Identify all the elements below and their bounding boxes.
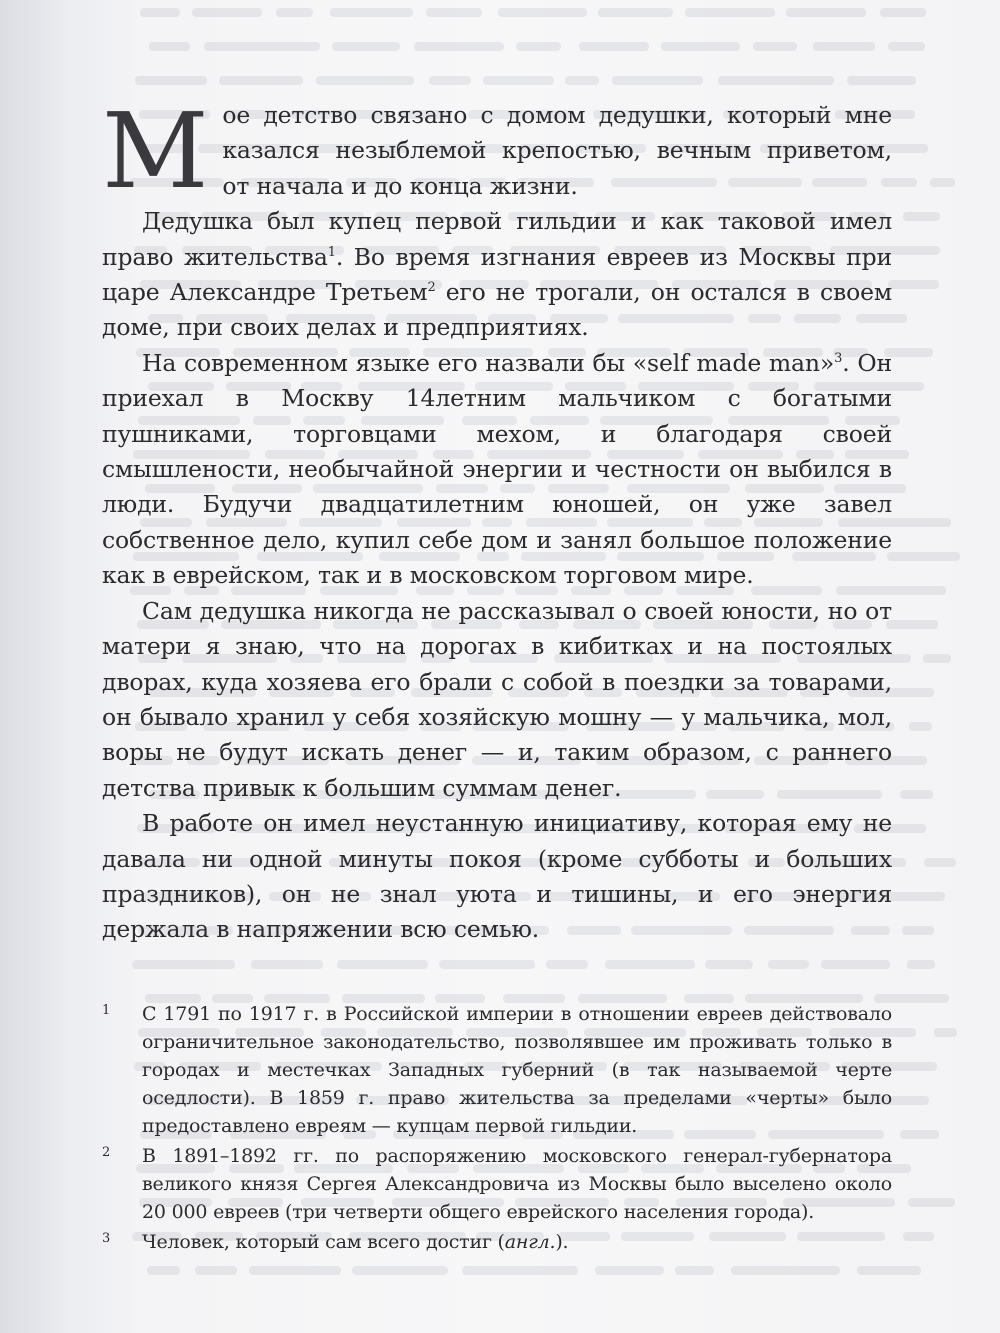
footnote-ref-1[interactable]: 1 — [327, 244, 336, 260]
footnote-2-text: В 1891–1892 гг. по распоряжению московского генерал-губернатора великого князя Сергея Александровича из Москвы было выселено около 20 000 евреев (три четверти общего еврейского населения города). — [142, 1145, 892, 1223]
bleed-through-word — [888, 280, 939, 289]
bleed-through-word — [813, 42, 875, 51]
bleed-through-word — [753, 42, 797, 51]
bleed-through-word — [900, 790, 933, 799]
bleed-through-word — [251, 960, 323, 969]
paragraph-4: Сам дедушка никогда не рассказывал о своей юности, но от матери я знаю, что на дорогах в кибитках и на постоялых дворах, куда хозяева его брали с собой в поездки за товарами, он бывало хранил у себя хозяйскую мошну — у мальчика, мол, воры не будут искать денег — и, таким образом, с раннего детства привык к большим суммам денег. — [102, 596, 892, 802]
bleed-through-word — [887, 552, 960, 561]
main-text — [102, 90, 893, 948]
bleed-through-word — [149, 42, 190, 51]
paragraph-1 — [102, 90, 892, 212]
footnote-number-1: 1 — [102, 1003, 111, 1018]
footnote-3 — [102, 1228, 892, 1256]
bleed-through-word — [934, 1028, 957, 1037]
bleed-through-word — [909, 722, 932, 731]
bleed-through-word — [330, 8, 413, 17]
bleed-through-word — [565, 76, 599, 85]
footnote-2 — [102, 1142, 892, 1226]
footnote-ref-2[interactable]: 2 — [427, 280, 436, 296]
bleed-through-word — [498, 8, 587, 17]
bleed-through-word — [135, 76, 207, 85]
bleed-through-word — [132, 960, 235, 969]
bleed-through-word — [316, 76, 414, 85]
paragraph-3 — [102, 346, 892, 594]
footnote-3-text-b: ). — [555, 1231, 569, 1253]
bleed-through-word — [768, 960, 809, 969]
bleed-through-word — [880, 8, 926, 17]
bleed-through-word — [595, 1266, 664, 1275]
footnote-3-text-a: Человек, который сам всего достиг ( — [142, 1231, 505, 1253]
bleed-through-word — [612, 76, 703, 85]
footnote-ref-3[interactable]: 3 — [834, 350, 843, 366]
paragraph-3-text-a: На современном языке его назвали бы «self made man» — [142, 348, 835, 377]
bleed-through-word — [414, 42, 504, 51]
paragraph-5: В работе он имел неустанную инициативу, которая ему не давала ни одной минуты покоя (кроме субботы и больших праздников), он не знал уюта и тишины, и его энергия держала в напряжении всю семью. — [102, 809, 892, 944]
bleed-through-word — [675, 1266, 714, 1275]
bleed-through-word — [195, 1266, 237, 1275]
bleed-through-word — [731, 1266, 840, 1275]
bleed-through-word — [930, 178, 955, 187]
bleed-through-word — [462, 1266, 578, 1275]
bleed-through-word — [908, 1198, 955, 1207]
bleed-through-word — [483, 76, 554, 85]
bleed-through-word — [147, 1266, 180, 1275]
bleed-through-word — [923, 654, 951, 663]
bleed-through-word — [786, 8, 866, 17]
bleed-through-word — [900, 1130, 939, 1139]
bleed-through-word — [426, 8, 482, 17]
bleed-through-word — [439, 960, 535, 969]
bleed-through-word — [903, 212, 940, 221]
bleed-through-word — [192, 8, 262, 17]
bleed-through-word — [661, 42, 740, 51]
bleed-through-word — [903, 1232, 934, 1241]
paragraph-2-text-c: его не трогали, он остался в своем доме, при своих делах и предприятиях. — [102, 278, 893, 342]
footnotes — [102, 1000, 892, 1258]
bleed-through-word — [276, 8, 313, 17]
bleed-through-word — [337, 960, 428, 969]
paragraph-2-text-a: Дедушка был купец первой гильдии и как таковой имел право жительства — [102, 207, 892, 271]
bleed-through-word — [605, 960, 695, 969]
bleed-through-word — [821, 960, 890, 969]
footnote-1 — [102, 1000, 892, 1140]
bleed-through-word — [902, 926, 934, 935]
bleed-through-word — [219, 76, 303, 85]
bleed-through-word — [249, 1266, 341, 1275]
bleed-through-word — [888, 42, 925, 51]
footnote-number-3: 3 — [102, 1231, 111, 1246]
bleed-through-word — [140, 8, 180, 17]
bleed-through-word — [718, 76, 834, 85]
bleed-through-word — [516, 42, 561, 51]
bleed-through-word — [924, 858, 956, 867]
bleed-through-word — [352, 1266, 448, 1275]
drop-cap-letter: М — [102, 90, 209, 212]
bleed-through-word — [886, 620, 938, 629]
bleed-through-word — [579, 42, 649, 51]
paragraph-2-text-b: . Во время изгнания евреев из Москвы при царе Александре Третьем — [102, 242, 892, 307]
bleed-through-word — [847, 76, 916, 85]
bleed-through-word — [332, 42, 400, 51]
bleed-through-word — [204, 42, 320, 51]
footnote-1-text: С 1791 по 1917 г. в Российской империи в отношении евреев действовало ограничительное законодательство, позволявшее им проживать только в городах и местечках Западных губерний (в так называемой черте оседлости). В 1859 г. право жительства за пределами «черты» было предоставлено евреям — купцам первой гильдии. — [142, 1003, 892, 1137]
paragraph-2 — [102, 204, 892, 346]
bleed-through-word — [598, 8, 673, 17]
paragraph-1-text: ое детство связано с домом дедушки, который мне казался незыблемой крепостью, вечным приветом, от начала и до конца жизни. — [222, 101, 892, 200]
paragraph-3-text-b: . Он приехал в Москву 14летним мальчиком с богатыми пушниками, торговцами мехом, и благодаря своей смышлености, необычайной энергии и честности он выбился в люди. Будучи двадцатилетним юношей, он уже завел собственное дело, купил себе дом и занял большое положение как в еврейском, так и в московском торговом мире. — [102, 348, 892, 590]
bleed-through-word — [907, 960, 935, 969]
footnote-3-abbrev: англ. — [504, 1231, 556, 1253]
footnote-number-2: 2 — [102, 1145, 111, 1160]
bleed-through-word — [429, 76, 471, 85]
bleed-through-word — [546, 960, 588, 969]
bleed-through-word — [685, 8, 775, 17]
bleed-through-word — [857, 1266, 921, 1275]
bleed-through-word — [705, 960, 753, 969]
